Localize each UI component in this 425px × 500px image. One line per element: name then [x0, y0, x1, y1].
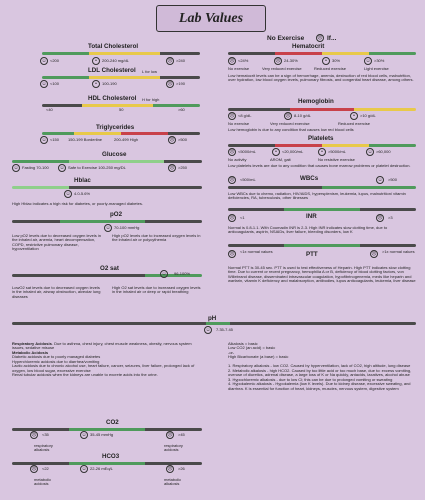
hba1c-title: Hblac: [74, 177, 91, 184]
platelets-v4: >60,000: [376, 149, 391, 154]
sad-face-icon: ☹: [169, 165, 175, 171]
hematocrit-l1: No exercise: [228, 66, 250, 71]
ptt-v1: <1x normal values: [240, 249, 273, 254]
co2-low: <35: [42, 432, 49, 437]
wbc-v2: >500: [388, 177, 398, 182]
total-cholesterol-high: >240: [176, 58, 186, 63]
platelets-l2: AROM, gait: [270, 157, 291, 162]
total-cholesterol-title: Total Cholesterol: [88, 43, 139, 50]
page-title: Lab Values: [156, 5, 266, 32]
inr-note: Normal is 0.8-1.1. With Coumadin INR is 2-3. High INR indicates slow clotting time, due to anticoagulants, aspirin, NSAIDs, liver failure, bleeding disorders, low K: [228, 225, 388, 235]
sad-face-icon: ☹: [371, 251, 377, 257]
alkalosis-line: High Bicarbonate (a base) = basic: [228, 354, 289, 360]
hco3-low-label: metabolic acidosis: [34, 477, 52, 487]
hemoglobin-bar: [228, 108, 416, 111]
alkalosis-line: -or-: [228, 349, 235, 355]
hemoglobin-l3: Reduced exercise: [338, 121, 371, 126]
inr-v2: >3: [388, 215, 393, 220]
neutral-face-icon: •: [318, 148, 326, 156]
platelets-v2: <20,000/mL: [282, 149, 304, 154]
hematocrit-title: Hematocrit: [292, 43, 325, 50]
glucose-low: Fasting 70-100: [22, 165, 49, 170]
happy-face-icon: ☺: [41, 81, 47, 87]
triglycerides-low: <150: [50, 137, 60, 142]
glucose-title: Glucose: [102, 151, 127, 158]
sad-face-icon: ☹: [167, 81, 173, 87]
happy-face-icon: ☺: [161, 271, 167, 277]
ptt-bar: [228, 244, 416, 247]
triglycerides-high: >500: [178, 137, 188, 142]
legend-no-exercise: No Exercise: [267, 35, 305, 42]
wbc-v1: <500/mL: [240, 177, 256, 182]
glucose-mid: Safe to Exercise 100-250 mg/DL: [68, 165, 126, 170]
total-cholesterol-bar: [42, 52, 200, 55]
co2-mid: 35-45 mmHg: [90, 432, 114, 437]
sad-face-icon: ☹: [31, 466, 37, 472]
alkalosis-item: 4. Hypokalemic alkalosis - Hypokalemia (low K levels). Due to kidney disease, excessive sweating, and diarrhea. K is essential for function of heart, kidneys, muscles, nervous system, digestive system: [228, 381, 411, 391]
co2-high: >45: [178, 432, 185, 437]
ldl-note: L for low: [142, 69, 157, 74]
ph-title: pH: [208, 315, 217, 322]
neutral-face-icon: •: [322, 57, 330, 65]
sad-face-icon: ☹: [229, 149, 235, 155]
hba1c-range: 4.0-5.6%: [74, 191, 91, 196]
sad-face-icon: ☹: [229, 177, 235, 183]
happy-face-icon: ☺: [105, 225, 111, 231]
platelets-v3: >5000/mL: [328, 149, 346, 154]
hba1c-note: High Hblac indicates a high risk for diabetes, or poorly-managed diabetes.: [12, 201, 143, 206]
platelets-l1: No activity: [228, 157, 247, 162]
acidosis-line: Hyperchloremic acidosis due to diarrhea/vomiting: [12, 358, 100, 364]
hemoglobin-v1: <8 g/dL: [238, 113, 252, 118]
platelets-title: Platelets: [308, 135, 334, 142]
legend-if: If...: [327, 35, 337, 42]
sad-face-icon: ☹: [377, 215, 383, 221]
alkalosis-item: 1. Respiratory alkalosis - low CO2. Caused by hyperventilation, lack of CO2, high altitude, lung disease: [228, 363, 411, 369]
sad-face-icon: ☹: [167, 466, 173, 472]
hematocrit-v1: <24%: [238, 58, 249, 63]
co2-low-label: respiratory alkalosis: [34, 443, 53, 453]
platelets-note: Low platelets levels are due to any condition that causes bone marrow problems or platelet destruction.: [228, 163, 411, 168]
sad-face-icon: ☹: [31, 432, 37, 438]
total-cholesterol-low: <200: [50, 58, 60, 63]
triglycerides-mid: 150-199 Borderline: [68, 137, 103, 142]
hco3-low: <22: [42, 466, 49, 471]
po2-high-note: High pO2 levels due to increased oxygen levels in the inhaled air or polycythemia: [112, 233, 201, 243]
hemoglobin-l2: Very reduced exercise: [270, 121, 310, 126]
o2sat-high-note: High O2 sat levels due to increased oxygen levels in the inhaled air or deep or rapid breathing: [112, 285, 201, 295]
ldl-low: <100: [50, 81, 60, 86]
sad-face-icon: ☹: [167, 432, 173, 438]
hemoglobin-note: Low hemoglobin is due to any condition that causes low red blood cells: [228, 127, 354, 132]
ptt-title: PTT: [306, 251, 318, 258]
ptt-v2: >1x normal values: [382, 249, 415, 254]
neutral-face-icon: •: [92, 57, 100, 65]
neutral-face-icon: •: [272, 148, 280, 156]
ldl-bar: [42, 76, 200, 79]
po2-title: pO2: [110, 211, 123, 218]
hematocrit-v3: 30%: [332, 58, 341, 63]
sad-face-icon: ☹: [229, 251, 235, 257]
respiratory-acidosis-heading: Respiratory Acidosis: [12, 341, 52, 346]
happy-face-icon: ☺: [81, 466, 87, 472]
o2sat-title: O2 sat: [100, 265, 119, 272]
sad-face-icon: ☹: [317, 35, 323, 41]
wbc-bar: [228, 186, 416, 189]
sad-face-icon: ☹: [169, 137, 175, 143]
happy-face-icon: ☺: [41, 58, 47, 64]
sad-face-icon: ☹: [229, 215, 235, 221]
po2-range: 70-100 mmHg: [114, 225, 140, 230]
acidosis-line: Lactic acidosis due to chronic alcohol use, heart failure, cancer, seizures, liver failure, prolonged lack of oxygen, low blood sugar, excessive exercise: [12, 363, 195, 373]
happy-face-icon: ☺: [365, 58, 371, 64]
platelets-bar: [228, 144, 416, 147]
hemoglobin-title: Hemoglobin: [298, 98, 334, 105]
happy-face-icon: ☺: [13, 165, 19, 171]
hdl-mid: 50: [119, 107, 124, 112]
hemoglobin-l1: No exercise: [228, 121, 250, 126]
platelets-v1: <5000/mL: [238, 149, 256, 154]
po2-low-note: Low pO2 levels due to decreased oxygen levels in the inhaled air, anemia, heart decompensation, COPD, restrictive pulmonary disease, hypoventilation: [12, 233, 101, 252]
sad-face-icon: ☹: [229, 58, 235, 64]
co2-bar: [12, 428, 202, 431]
alkalosis-item: 2. Metabolic alkalosis - high HCO2. Caused by too little acid or too much base, due to: excess vomiting, overuse of diuretics, adrenal disease, a large loss of K or Na quickly, antacids, laxatives, alcohol abuse: [228, 367, 412, 378]
ldl-high: >190: [176, 81, 186, 86]
hdl-low: <40: [46, 107, 53, 112]
inr-bar: [228, 208, 416, 211]
hematocrit-v2: 24-30%: [284, 58, 298, 63]
triglycerides-mid2: 200-499 High: [114, 137, 139, 142]
hemoglobin-v2: 8-10 g/dL: [294, 113, 311, 118]
wbc-note: Low WBCs due to chemo, radiation, HIV/AIDS, hypersplenism, leukemia, lupus, malnutrition/ vitamin deficiencies, RA, tuberculosis, other illnesses: [228, 191, 406, 201]
platelets-l3: No resistive exercise: [318, 157, 355, 162]
inr-v1: <1: [240, 215, 245, 220]
o2sat-low-note: LowO2 sat levels due to decreased oxygen levels in the inhaled air, airway obstruction, alveolar lung diseases: [12, 285, 101, 299]
neutral-face-icon: •: [92, 80, 100, 88]
hco3-bar: [12, 462, 202, 465]
hco3-title: HCO3: [102, 453, 120, 460]
ptt-note: Normal PTT is 30-45 sec. PTT is used to test effectiveness of Heparin. High PTT indicates slow clotting time. Due to current or recent pregnancy, hemophilia A or B, deficiency of blood clotting factors, von Willebrand disease, disseminated intravascular coagulation, hypofibrinogenemia, meds like heparin and warfarin, vitamin K deficiency and malabsorption, antibodies, lupus anticoagulants, leukemia, liver disease: [228, 265, 416, 284]
respiratory-acidosis-text: . Due to asthma, chest injury, chest muscle weakness, obesity, nervous system issues, sedative misuse: [12, 341, 192, 351]
hematocrit-note: Low hematocrit levels can be a sign of hemorrhage, anemia, destruction of red blood cells, malnutrition, over hydration, low blood oxygen levels, pulmonary fibrosis, and congenital heart disease, among others.: [228, 73, 414, 83]
sad-face-icon: ☹: [229, 113, 235, 119]
hco3-high-label: metabolic alkalosis: [164, 477, 182, 487]
hematocrit-v4: >30%: [374, 58, 385, 63]
metabolic-acidosis-heading: Metabolic Acidosis: [12, 349, 49, 355]
hematocrit-l2: Very reduced exercise: [262, 66, 302, 71]
happy-face-icon: ☺: [367, 149, 373, 155]
alkalosis-text: [228, 342, 416, 391]
ph-bar: [12, 322, 416, 325]
glucose-bar: [12, 160, 202, 163]
inr-title: INR: [306, 213, 317, 220]
sad-face-icon: ☹: [275, 58, 281, 64]
alkalosis-line: Alkalosis = basic: [228, 341, 258, 346]
happy-face-icon: ☺: [59, 165, 65, 171]
happy-face-icon: ☺: [81, 432, 87, 438]
alkalosis-line: Low CO2 (an acid) = basic: [228, 345, 276, 351]
glucose-high: >250: [178, 165, 188, 170]
sad-face-icon: ☹: [167, 58, 173, 64]
hematocrit-l3: Reduced exercise: [314, 66, 347, 71]
happy-face-icon: ☺: [65, 191, 71, 197]
hdl-high: >60: [178, 107, 185, 112]
hematocrit-bar: [228, 52, 416, 55]
sad-face-icon: ☹: [285, 113, 291, 119]
happy-face-icon: ☺: [205, 327, 211, 333]
po2-bar: [12, 220, 202, 223]
acidosis-line: Renal tubular acidosis when the kidneys are unable to excrete acids into the urine.: [12, 372, 158, 378]
acidosis-text: [12, 342, 200, 378]
hematocrit-l4: Light exercise: [364, 66, 389, 71]
total-cholesterol-mid: 200-240 mg/dL: [102, 58, 129, 63]
co2-high-label: respiratory acidosis: [164, 443, 183, 453]
hdl-title: HDL Cholesterol: [88, 95, 137, 102]
acidosis-line: Diabetic acidosis due to poorly managed diabetes: [12, 354, 101, 360]
triglycerides-title: Triglycerides: [96, 124, 135, 131]
happy-face-icon: ☺: [41, 137, 47, 143]
ldl-title: LDL Cholesterol: [88, 67, 136, 74]
hco3-high: >26: [178, 466, 185, 471]
hco3-mid: 22-26 mEq/L: [90, 466, 113, 471]
ph-range: 7.35-7.45: [216, 327, 233, 332]
hdl-note: H for high: [142, 97, 160, 102]
triglycerides-bar: [42, 132, 200, 135]
co2-title: CO2: [106, 419, 119, 426]
hemoglobin-v3: >10 g/dL: [360, 113, 376, 118]
wbc-title: WBCs: [300, 175, 319, 182]
hba1c-bar: [12, 186, 202, 189]
ldl-mid: 100-190: [102, 81, 117, 86]
happy-face-icon: ☺: [377, 177, 383, 183]
alkalosis-item: 3. Hypochloremic alkalosis - due to low Cl; this can be due to prolonged vomiting or sweating: [228, 376, 393, 382]
neutral-face-icon: •: [350, 112, 358, 120]
o2sat-range: 96-100%: [174, 271, 191, 276]
